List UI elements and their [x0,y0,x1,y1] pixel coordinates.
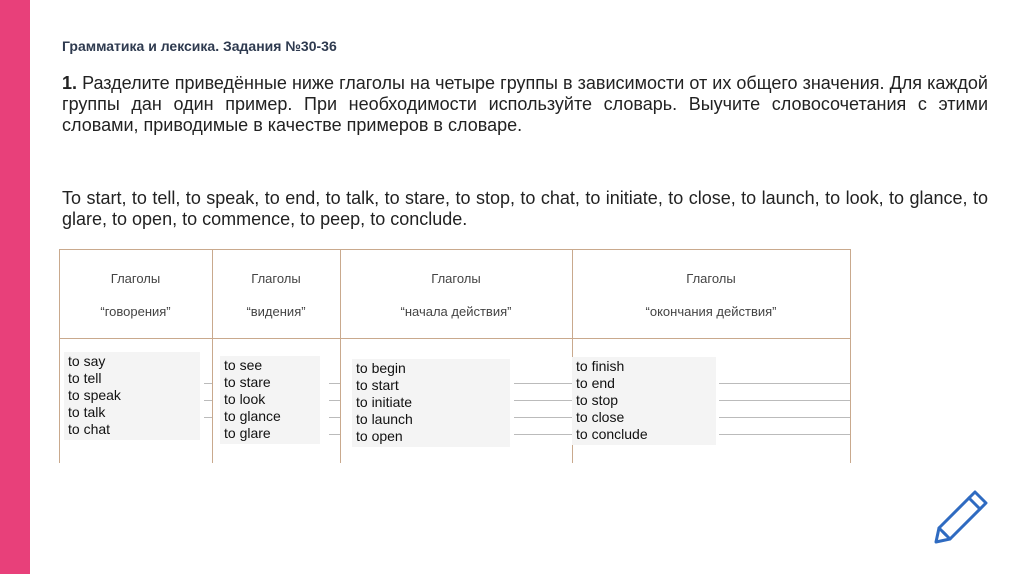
list-item: to start [356,377,399,393]
task-number: 1. [62,73,78,93]
column-subtitle: “видения” [246,304,306,319]
list-item: to glance [224,408,281,424]
list-item: to close [576,409,625,425]
list-item: to initiate [356,394,413,410]
list-item: to chat [68,421,111,437]
answer-line [719,417,850,418]
answer-line [329,417,340,418]
answer-line [329,383,340,384]
column-title: Глаголы [686,271,736,286]
answer-line [204,400,212,401]
column-header-seeing [212,250,340,338]
word-list-ending [572,357,716,445]
list-item: to stare [224,374,271,390]
task-text: Разделите приведённые ниже глаголы на четыре группы в зависимости от их общего значения. Для каждой группы дан один пример. При необходимости используйте словарь. Выучите словосочетания с этими словами, приводимые в качестве примеров в словаре. [62,73,988,135]
list-item: to stop [576,392,619,408]
list-item: to open [356,428,403,444]
header-divider [59,338,851,339]
list-item: to end [576,375,615,391]
answer-line [719,434,850,435]
column-subtitle: “говорения” [100,304,171,319]
column-title: Глаголы [110,271,161,286]
answer-line [329,434,340,435]
column-subtitle: “начала действия” [400,304,512,319]
list-item: to speak [68,387,121,403]
list-item: to tell [68,370,102,386]
answer-line [514,383,572,384]
answer-line [719,383,850,384]
answer-line [204,383,212,384]
list-item: to conclude [576,426,648,442]
verb-table [59,249,851,463]
answer-line [514,417,572,418]
section-subtitle: Грамматика и лексика. Задания №30-36 [62,38,337,54]
answer-line [329,400,340,401]
pencil-icon[interactable] [930,486,992,548]
list-item: to glare [224,425,271,441]
verbs-paragraph: To start, to tell, to speak, to end, to talk, to stare, to stop, to chat, to initiate, to close, to launch, to look, to glance, to glare, to open, to commence, to peep, to conclude. [62,188,988,229]
answer-line [719,400,850,401]
word-list-seeing [220,356,320,444]
list-item: to launch [356,411,413,427]
answer-line [204,417,212,418]
column-header-ending [572,250,850,338]
list-item: to begin [356,360,406,376]
list-item: to finish [576,358,625,374]
table-border [850,250,851,463]
word-list-beginning [352,359,510,447]
word-list-speaking [64,352,200,440]
column-header-speaking [59,250,212,338]
column-header-beginning [340,250,572,338]
column-title: Глаголы [251,271,301,286]
answer-line [514,434,572,435]
column-title: Глаголы [431,271,481,286]
list-item: to look [224,391,266,407]
task-paragraph [62,73,988,136]
answer-line [514,400,572,401]
column-subtitle: “окончания действия” [645,304,777,319]
accent-bar [0,0,30,574]
list-item: to talk [68,404,106,420]
list-item: to see [224,357,263,373]
list-item: to say [68,353,106,369]
